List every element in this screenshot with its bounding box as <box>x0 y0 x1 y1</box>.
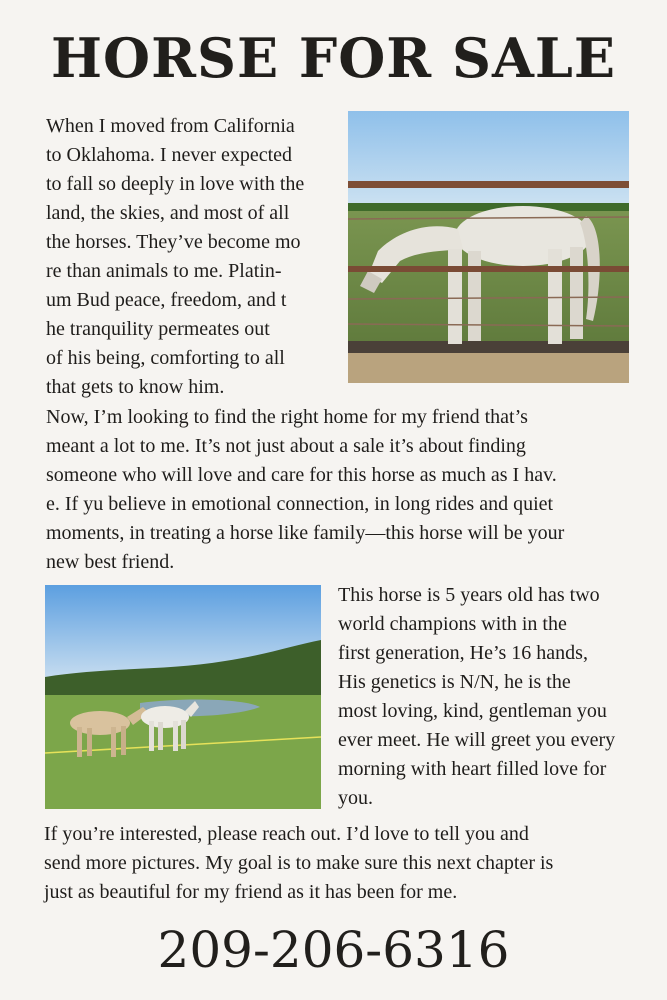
phone-number: 209-206-6316 <box>157 921 510 979</box>
home-line: e. If yu believe in emotional connection, in long rides and quiet <box>46 493 554 515</box>
details-line: ever meet. He will greet you every <box>338 729 616 751</box>
intro-line: to fall so deeply in love with the <box>46 173 305 195</box>
details-paragraph <box>338 581 652 813</box>
details-line: world champions with in the <box>338 613 567 635</box>
contact-line: just as beautiful for my friend as it has been for me. <box>44 881 458 903</box>
home-line: meant a lot to me. It’s not just about a sale it’s about finding <box>46 435 526 457</box>
home-line: someone who will love and care for this horse as much as I hav. <box>46 464 557 486</box>
contact-line: send more pictures. My goal is to make sure this next chapter is <box>44 852 554 874</box>
contact-line: If you’re interested, please reach out. I’d love to tell you and <box>44 823 529 845</box>
intro-line: of his being, comforting to all <box>46 347 285 369</box>
intro-line: he tranquility permeates out <box>46 318 270 340</box>
intro-line: um Bud peace, freedom, and t <box>46 289 287 311</box>
details-line: you. <box>338 787 373 809</box>
intro-line: re than animals to me. Platin- <box>46 260 282 282</box>
details-line: most loving, kind, gentleman you <box>338 700 607 722</box>
intro-line: land, the skies, and most of all <box>46 202 290 224</box>
home-line: new best friend. <box>46 551 175 573</box>
intro-line: When I moved from California <box>46 115 295 137</box>
details-line: morning with heart filled love for <box>338 758 607 780</box>
contact-paragraph <box>44 820 634 907</box>
intro-line: that gets to know him. <box>46 376 225 398</box>
home-line: moments, in treating a horse like family—this horse will be your <box>46 522 565 544</box>
white-horse-fence-photo-image <box>348 111 629 383</box>
two-horses-pasture-photo <box>45 585 321 809</box>
details-line: first generation, He’s 16 hands, <box>338 642 588 664</box>
intro-paragraph <box>46 112 344 402</box>
page-title: HORSE FOR SALE <box>51 26 616 90</box>
two-horses-pasture-photo-image <box>45 585 321 809</box>
white-horse-fence-photo <box>348 111 629 383</box>
intro-line: the horses. They’ve become mo <box>46 231 301 253</box>
home-line: Now, I’m looking to find the right home for my friend that’s <box>46 406 528 428</box>
details-line: His genetics is N/N, he is the <box>338 671 571 693</box>
home-paragraph <box>46 403 646 577</box>
details-line: This horse is 5 years old has two <box>338 584 600 606</box>
intro-line: to Oklahoma. I never expected <box>46 144 293 166</box>
